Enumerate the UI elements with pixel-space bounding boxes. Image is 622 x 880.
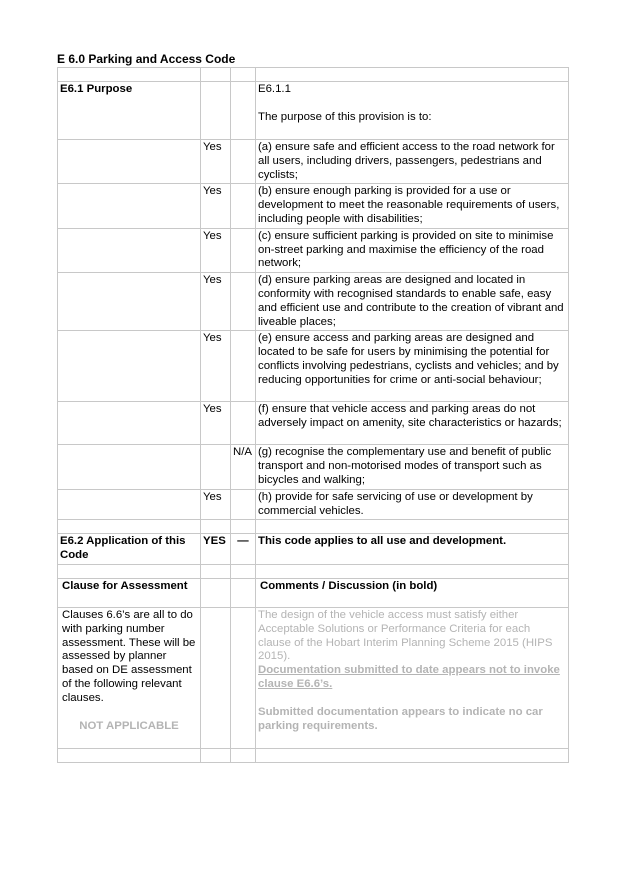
na-value: N/A xyxy=(231,445,256,489)
purpose-item-row xyxy=(58,489,569,520)
na-value xyxy=(231,273,256,331)
na-value xyxy=(231,402,256,445)
application-dash: — xyxy=(231,534,256,565)
assessment-row xyxy=(58,607,569,748)
purpose-item-text: (h) provide for safe servicing of use or development by commercial vehicles. xyxy=(256,489,569,520)
compliance-value: Yes xyxy=(201,184,231,228)
purpose-item-row xyxy=(58,140,569,184)
purpose-intro: The purpose of this provision is to: xyxy=(258,110,432,123)
purpose-item-text: (f) ensure that vehicle access and parking areas do not adversely impact on amenity, site characteristics or hazards; xyxy=(256,402,569,445)
comments-cell xyxy=(256,607,569,748)
assessment-header-row xyxy=(58,578,569,607)
na-value xyxy=(231,331,256,402)
document-title: E 6.0 Parking and Access Code xyxy=(57,52,236,66)
compliance-value xyxy=(201,445,231,489)
table-row xyxy=(58,520,569,534)
compliance-value: Yes xyxy=(201,402,231,445)
parking-access-code-table xyxy=(57,67,569,763)
compliance-value: Yes xyxy=(201,489,231,520)
purpose-header-row xyxy=(58,82,569,140)
application-heading: E6.2 Application of this Code xyxy=(58,534,201,565)
na-value xyxy=(231,489,256,520)
compliance-value: Yes xyxy=(201,140,231,184)
purpose-item-row xyxy=(58,402,569,445)
purpose-item-text: (b) ensure enough parking is provided for a use or development to meet the reasonable requirements of users, including people with disabilities; xyxy=(256,184,569,228)
na-value xyxy=(231,184,256,228)
purpose-item-row xyxy=(58,273,569,331)
comment-text: Submitted documentation appears to indicate no car parking requirements. xyxy=(258,705,543,732)
purpose-item-text: (c) ensure sufficient parking is provided on site to minimise on-street parking and maximise the efficiency of the road network; xyxy=(256,228,569,272)
compliance-value: Yes xyxy=(201,331,231,402)
application-row xyxy=(58,534,569,565)
purpose-item-row xyxy=(58,445,569,489)
application-yes: YES xyxy=(201,534,231,565)
purpose-ref: E6.1.1 xyxy=(258,83,291,95)
application-text: This code applies to all use and development. xyxy=(256,534,569,565)
purpose-item-text: (e) ensure access and parking areas are designed and located to be safe for users by minimising the potential for conflicts involving pedestrians, cyclists and vehicles; and by reducing opportunities for crime or anti-social behaviour; xyxy=(256,331,569,402)
purpose-item-text: (a) ensure safe and efficient access to the road network for all users, including drivers, passengers, pedestrians and cyclists; xyxy=(256,140,569,184)
compliance-value: Yes xyxy=(201,228,231,272)
purpose-item-text: (d) ensure parking areas are designed and located in conformity with recognised standards to enable safe, easy and efficient use and contribute to the creation of vibrant and liveable places; xyxy=(256,273,569,331)
not-applicable-label: NOT APPLICABLE xyxy=(79,719,179,732)
purpose-item-text: (g) recognise the complementary use and benefit of public transport and non-motorised modes of transport such as bicycles and walking; xyxy=(256,445,569,489)
na-value xyxy=(231,228,256,272)
table-row xyxy=(58,68,569,82)
table-row xyxy=(58,748,569,762)
comment-text: Documentation submitted to date appears not to invoke clause E6.6’s. xyxy=(258,664,560,690)
comment-text: The design of the vehicle access must satisfy either Acceptable Solutions or Performance Criteria for each clause of the Hobart Interim Planning Scheme 2015 (HIPS 2015). xyxy=(258,608,553,663)
compliance-value: Yes xyxy=(201,273,231,331)
purpose-item-row xyxy=(58,228,569,272)
na-value xyxy=(231,140,256,184)
purpose-heading: E6.1 Purpose xyxy=(58,82,201,140)
table-row xyxy=(58,564,569,578)
purpose-cell xyxy=(256,82,569,140)
purpose-item-row xyxy=(58,184,569,228)
clause-cell xyxy=(58,607,201,748)
comments-header: Comments / Discussion (in bold) xyxy=(256,578,569,607)
clause-text: Clauses 6.6’s are all to do with parking number assessment. These will be assessed by planner based on DE assessment of the following relevant clauses. xyxy=(62,608,196,704)
clause-header: Clause for Assessment xyxy=(58,578,201,607)
purpose-item-row xyxy=(58,331,569,402)
